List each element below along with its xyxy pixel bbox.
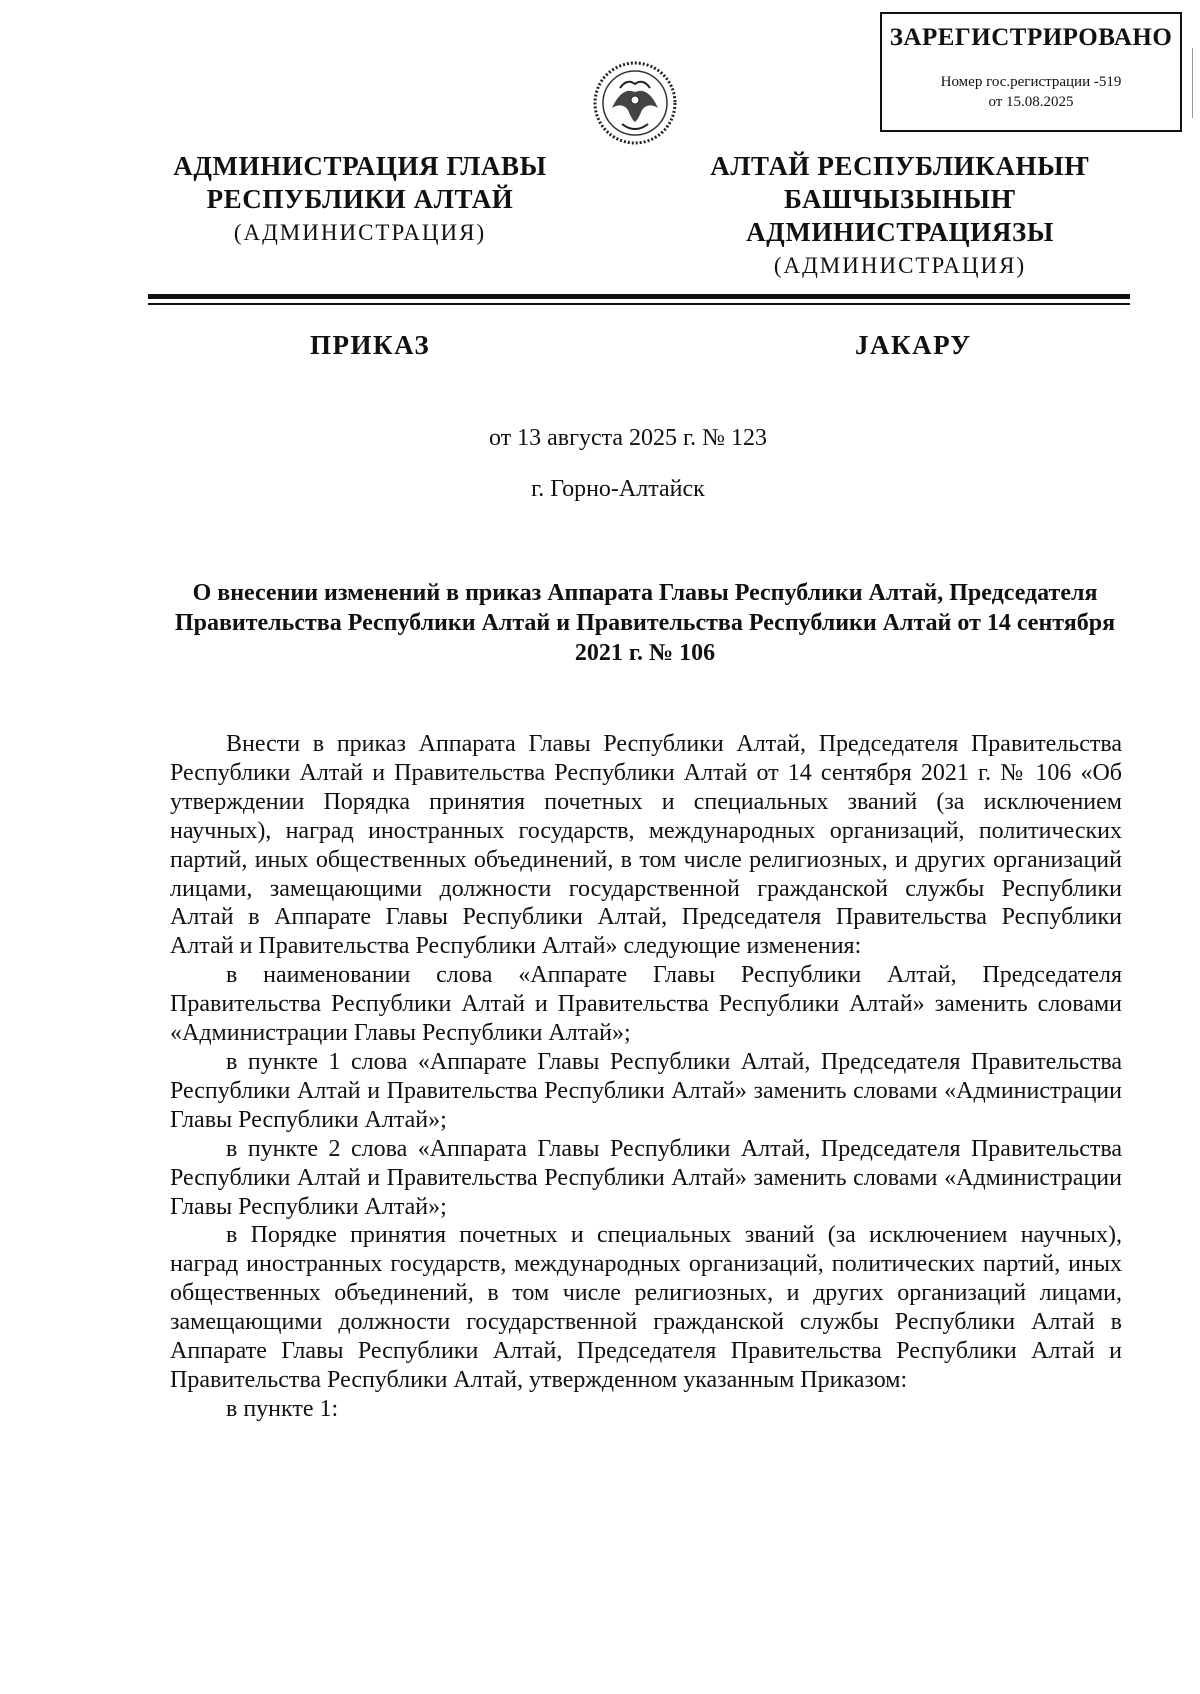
stamp-title: ЗАРЕГИСТРИРОВАНО (889, 24, 1173, 51)
stamp-date: от 15.08.2025 (988, 94, 1074, 110)
header-right-block (690, 150, 1110, 282)
coat-of-arms-emblem (592, 58, 678, 148)
body-paragraph: Внести в приказ Аппарата Главы Республики Алтай, Председателя Правительства Республики Алтай и Правительства Республики Алтай от 14 сентября 2021 г. № 106 «Об утверждении Порядка принятия почетных и специальных званий (за исключением научных), наград иностранных государств, международных организаций, политических партий, иных общественных объединений, в том числе религиозных, и других организаций лицами, замещающими должности государственной гражданской службы Республики Алтай в Аппарате Главы Республики Алтай, Председателя Правительства Республики Алтай и Правительства Республики Алтай» следующие изменения: (170, 731, 1122, 960)
header-left-line2: РЕСПУБЛИКИ АЛТАЙ (206, 184, 514, 214)
body-paragraph: в пункте 2 слова «Аппарата Главы Республики Алтай, Председателя Правительства Республики Алтай и Правительства Республики Алтай» заменить словами «Администрации Главы Республики Алтай»; (170, 1135, 1122, 1220)
header-divider-thick (148, 294, 1130, 299)
order-label-altai: ЈАКАРУ (855, 330, 972, 360)
header-left-line3: (АДМИНИСТРАЦИЯ) (233, 220, 487, 245)
body-paragraph: в наименовании слова «Аппарате Главы Республики Алтай, Председателя Правительства Республики Алтай и Правительства Республики Алтай» заменить словами «Администрации Главы Республики Алтай»; (170, 962, 1122, 1047)
header-right-line2: БАШЧЫЗЫНЫҤ (783, 184, 1017, 214)
header-left-block (150, 150, 570, 249)
header-right-line1: АЛТАЙ РЕСПУБЛИКАНЫҤ (710, 151, 1090, 181)
scan-edge-mark (1192, 48, 1195, 118)
registration-stamp (880, 12, 1182, 132)
order-date-number: от 13 августа 2025 г. № 123 (488, 425, 768, 451)
body-paragraph: в пункте 1 слова «Аппарате Главы Республики Алтай, Председателя Правительства Республики Алтай и Правительства Республики Алтай» заменить словами «Администрации Главы Республики Алтай»; (170, 1048, 1122, 1133)
document-title: О внесении изменений в приказ Аппарата Главы Республики Алтай, Председателя Правительства Республики Алтай и Правительства Республики Алтай от 14 сентября 2021 г. № 106 (174, 580, 1116, 666)
order-city: г. Горно-Алтайск (531, 476, 705, 502)
header-divider-thin (148, 303, 1130, 305)
header-left-line1: АДМИНИСТРАЦИЯ ГЛАВЫ (173, 151, 547, 181)
body-paragraph: в пункте 1: (226, 1395, 339, 1422)
stamp-registration-number: Номер гос.регистрации -519 (940, 74, 1122, 90)
document-body (170, 730, 1122, 1424)
header-right-line4: (АДМИНИСТРАЦИЯ) (773, 253, 1027, 278)
order-label-russian: ПРИКАЗ (310, 330, 431, 360)
body-paragraph: в Порядке принятия почетных и специальных званий (за исключением научных), наград иностранных государств, международных организаций, политических партий, иных общественных объединений, в том числе религиозных, и других организаций лицами, замещающими должности государственной гражданской службы Республики Алтай в Аппарате Главы Республики Алтай, Председателя Правительства Республики Алтай и Правительства Республики Алтай, утвержденном указанным Приказом: (170, 1222, 1122, 1393)
header-right-line3: АДМИНИСТРАЦИЯЗЫ (746, 217, 1054, 247)
